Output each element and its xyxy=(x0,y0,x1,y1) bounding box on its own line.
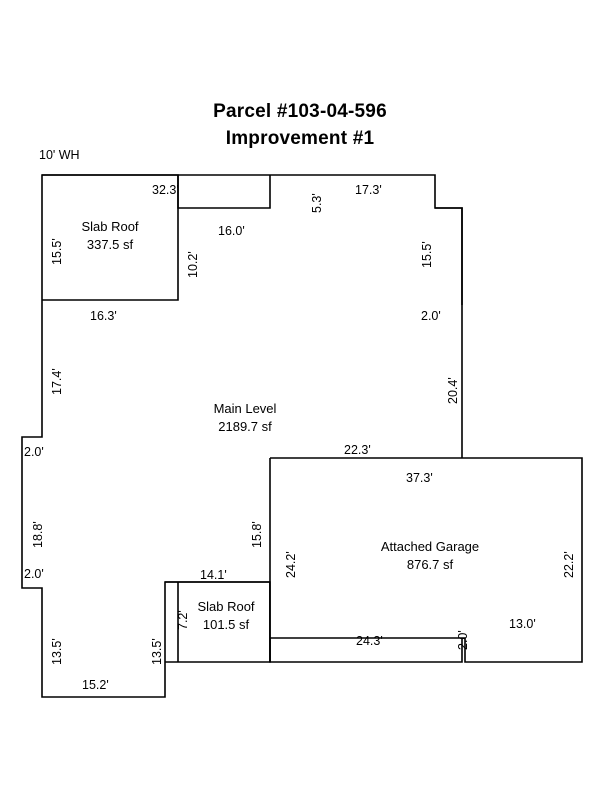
dim-mid-15-8: 15.8' xyxy=(250,521,264,548)
dim-garage-bottom-13-0: 13.0' xyxy=(509,617,536,631)
main-level-name: Main Level xyxy=(213,401,277,416)
parcel-number: Parcel #103-04-596 xyxy=(213,101,387,122)
dim-inner-16-0: 16.0' xyxy=(218,224,245,238)
attached-garage-label xyxy=(330,538,530,574)
dim-top-32-3: 32.3' xyxy=(152,183,179,197)
dim-garage-right-22-2: 22.2' xyxy=(562,551,576,578)
dim-bottom-15-2: 15.2' xyxy=(82,678,109,692)
dim-right-20-4: 20.4' xyxy=(446,377,460,404)
main-level-label xyxy=(150,400,340,436)
slab-roof-top-name: Slab Roof xyxy=(81,219,139,234)
dim-garage-top-37-3: 37.3' xyxy=(406,471,433,485)
attached-garage-name: Attached Garage xyxy=(380,539,480,554)
dim-seg-16-3: 16.3' xyxy=(90,309,117,323)
dim-seg-14-1: 14.1' xyxy=(200,568,227,582)
dim-garage-bottom-24-3: 24.3' xyxy=(356,634,383,648)
dim-top-17-3: 17.3' xyxy=(355,183,382,197)
dim-left-15-5: 15.5' xyxy=(50,238,64,265)
dim-seg-7-2: 7.2' xyxy=(176,610,190,630)
dim-inner-10-2: 10.2' xyxy=(186,251,200,278)
slab-roof-top-size: 337.5 sf xyxy=(86,237,134,252)
dim-left-18-8: 18.8' xyxy=(31,521,45,548)
main-level-size: 2189.7 sf xyxy=(218,419,272,434)
dim-right-2-0-upper: 2.0' xyxy=(421,309,441,323)
slab-roof-bottom-label xyxy=(180,598,272,634)
dim-left-2-0-lower: 2.0' xyxy=(24,567,44,581)
dim-garage-left-24-2: 24.2' xyxy=(284,551,298,578)
dim-top-5-3: 5.3' xyxy=(310,193,324,213)
dim-left-2-0-upper: 2.0' xyxy=(24,445,44,459)
wall-height-note: 10' WH xyxy=(39,148,80,162)
dim-left-17-4: 17.4' xyxy=(50,368,64,395)
dim-mid-13-5: 13.5' xyxy=(150,638,164,665)
slab-roof-bottom-name: Slab Roof xyxy=(197,599,255,614)
slab-roof-bottom-size: 101.5 sf xyxy=(202,617,250,632)
dim-garage-bottom-2-0: 2.0' xyxy=(456,630,470,650)
dim-right-15-5: 15.5' xyxy=(420,241,434,268)
dim-left-13-5: 13.5' xyxy=(50,638,64,665)
attached-garage-size: 876.7 sf xyxy=(406,557,454,572)
improvement-number: Improvement #1 xyxy=(225,128,375,149)
dim-garage-top-22-3: 22.3' xyxy=(344,443,371,457)
